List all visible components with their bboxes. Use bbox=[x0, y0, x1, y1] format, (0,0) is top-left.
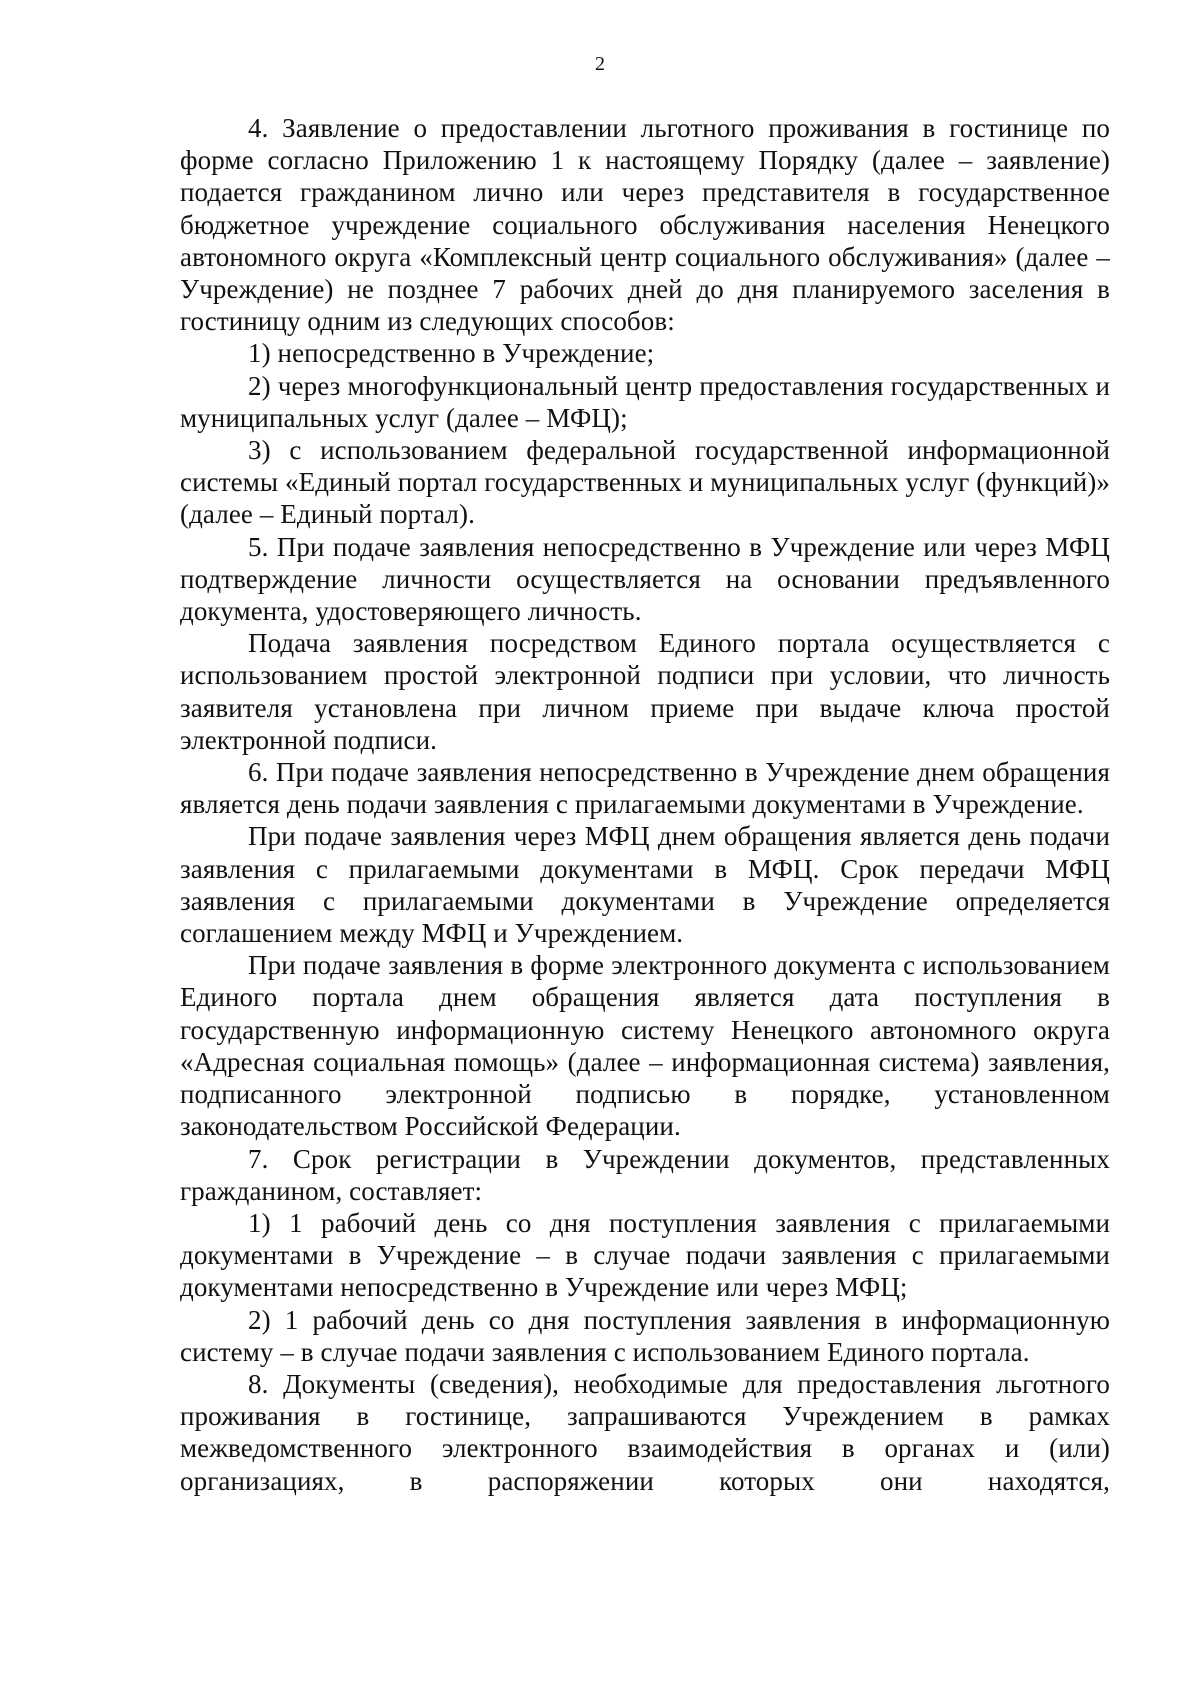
paragraph-6: 6. При подаче заявления непосредственно в Учреждение днем обращения является день подачи заявления с прилагаемыми документами в Учреждение. bbox=[180, 757, 1110, 820]
paragraph-7: 7. Срок регистрации в Учреждении документов, представленных гражданином, составляет: bbox=[180, 1143, 1110, 1206]
list-item-4-2: 2) через многофункциональный центр предоставления государственных и муниципальных услуг (далее – МФЦ); bbox=[180, 370, 1110, 433]
paragraph-5-continued: Подача заявления посредством Единого портала осуществляется с использованием простой электронной подписи при условии, что личность заявителя установлена при личном приеме при выдаче ключа простой электронной подписи. bbox=[180, 628, 1110, 755]
paragraph-6-mfc: При подаче заявления через МФЦ днем обращения является день подачи заявления с прилагаемыми документами в МФЦ. Срок передачи МФЦ заявления с прилагаемыми документами в Учреждение определяется соглашением между МФЦ и Учреждением. bbox=[180, 821, 1110, 949]
paragraph-8: 8. Документы (сведения), необходимые для предоставления льготного проживания в гостинице, запрашиваются Учреждением в рамках межведомственного электронного взаимодействия в органах и (или) организациях, в распоряжении которых они находятся, bbox=[180, 1368, 1110, 1496]
paragraph-5: 5. При подаче заявления непосредственно в Учреждение или через МФЦ подтверждение личности осуществляется на основании предъявленного документа, удостоверяющего личность. bbox=[180, 531, 1110, 627]
paragraph-6-electronic: При подаче заявления в форме электронного документа с использованием Единого портала днем обращения является дата поступления в государственную информационную систему Ненецкого автономного округа «Адресная социальная помощь» (далее – информационная система) заявления, подписанного электронной подписью в порядке, установленном законодательством Российской Федерации. bbox=[180, 950, 1110, 1142]
list-item-7-2: 2) 1 рабочий день со дня поступления заявления в информационную систему – в случае подачи заявления с использованием Единого портала. bbox=[180, 1304, 1110, 1367]
paragraph-4: 4. Заявление о предоставлении льготного проживания в гостинице по форме согласно Приложению 1 к настоящему Порядку (далее – заявление) подается гражданином лично или через представителя в государственное бюджетное учреждение социального обслуживания населения Ненецкого автономного округа «Комплексный центр социального обслуживания» (далее – Учреждение) не позднее 7 рабочих дней до дня планируемого заселения в гостиницу одним из следующих способов: bbox=[180, 113, 1110, 337]
list-item-7-1: 1) 1 рабочий день со дня поступления заявления с прилагаемыми документами в Учреждение – в случае подачи заявления с прилагаемыми документами непосредственно в Учреждение или через МФЦ; bbox=[180, 1207, 1110, 1303]
page-number: 2 bbox=[595, 53, 605, 75]
document-body bbox=[180, 112, 1110, 1497]
list-item-4-1: 1) непосредственно в Учреждение; bbox=[248, 338, 655, 369]
list-item-4-3: 3) с использованием федеральной государственной информационной системы «Единый портал государственных и муниципальных услуг (функций)» (далее – Единый портал). bbox=[180, 435, 1110, 530]
